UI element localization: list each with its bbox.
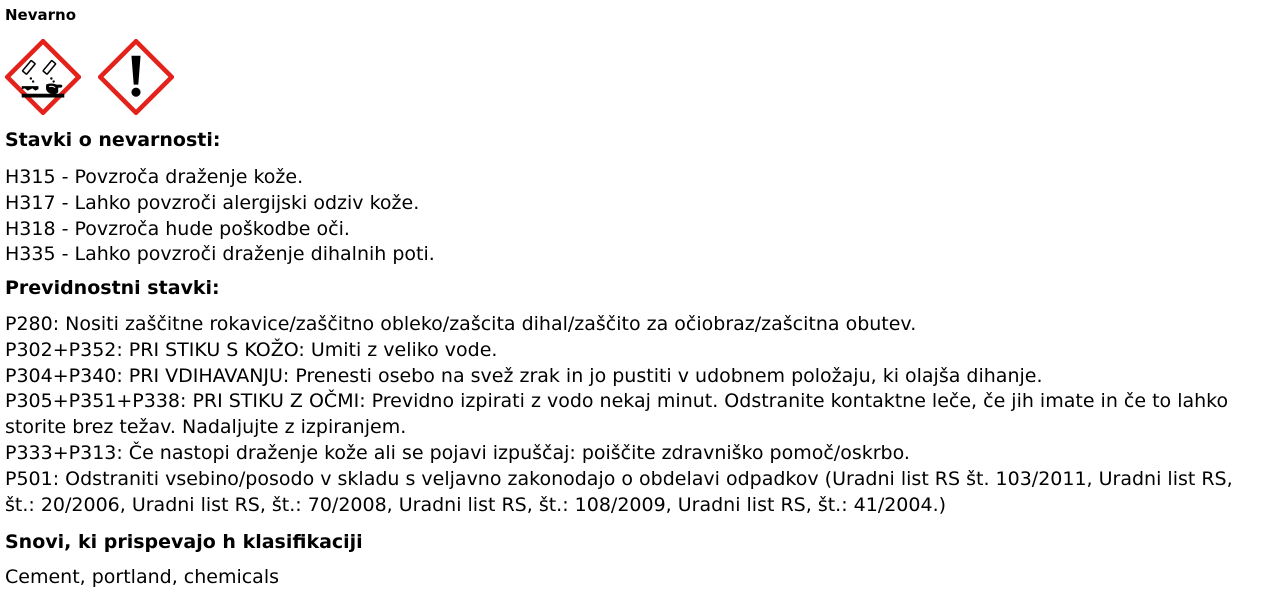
hazard-statement: H317 - Lahko povzroči alergijski odziv kože. — [5, 191, 420, 214]
precautionary-statement: P280: Nositi zaščitne rokavice/zaščitno obleko/zašcita dihal/zaščito za očiobraz/zašcitna obutev. — [5, 313, 917, 335]
hazard-statement: H335 - Lahko povzroči draženje dihalnih poti. — [5, 243, 435, 266]
signal-word: Nevarno — [5, 6, 77, 24]
precautionary-statement: P305+P351+P338: PRI STIKU Z OČMI: Previdno izpirati z vodo nekaj minut. Odstranite kontaktne leče, če jih imate in če to lahko storite brez težav. Nadaljujte z izpiranjem. — [5, 390, 1229, 439]
precautionary-statements-title: Previdnostni stavki: — [5, 277, 220, 299]
precautionary-statement: P501: Odstraniti vsebino/posodo v skladu s veljavno zakonodajo o obdelavi odpadkov (Uradni list RS št. 103/2011, Uradni list RS, št.: 20/2006, Uradni list RS, št.: 70/2008, Uradni list RS, št.: 108/2009, Uradni list RS, št.: 41/2004.) — [5, 467, 1233, 516]
corrosion-icon — [5, 39, 81, 115]
precautionary-statement: P302+P352: PRI STIKU S KOŽO: Umiti z veliko vode. — [5, 338, 498, 361]
hazard-statements-list — [5, 165, 435, 268]
precautionary-statement: P333+P313: Če nastopi draženje kože ali se pojavi izpuščaj: poiščite zdravniško pomoč/oskrbo. — [5, 441, 910, 464]
exclamation-mark-icon — [98, 39, 174, 115]
contributing-substances-title: Snovi, ki prispevajo h klasifikaciji — [5, 531, 363, 553]
precautionary-statements-list — [5, 312, 1267, 518]
contributing-substances-text: Cement, portland, chemicals — [5, 566, 280, 588]
hazard-statement: H318 - Povzroča hude poškodbe oči. — [5, 217, 350, 240]
hazard-statement: H315 - Povzroča draženje kože. — [5, 166, 304, 188]
precautionary-statement: P304+P340: PRI VDIHAVANJU: Prenesti osebo na svež zrak in jo pustiti v udobnem položaju, ki olajša dihanje. — [5, 364, 1043, 387]
hazard-pictograms — [5, 39, 174, 117]
hazard-statements-title: Stavki o nevarnosti: — [5, 129, 221, 151]
